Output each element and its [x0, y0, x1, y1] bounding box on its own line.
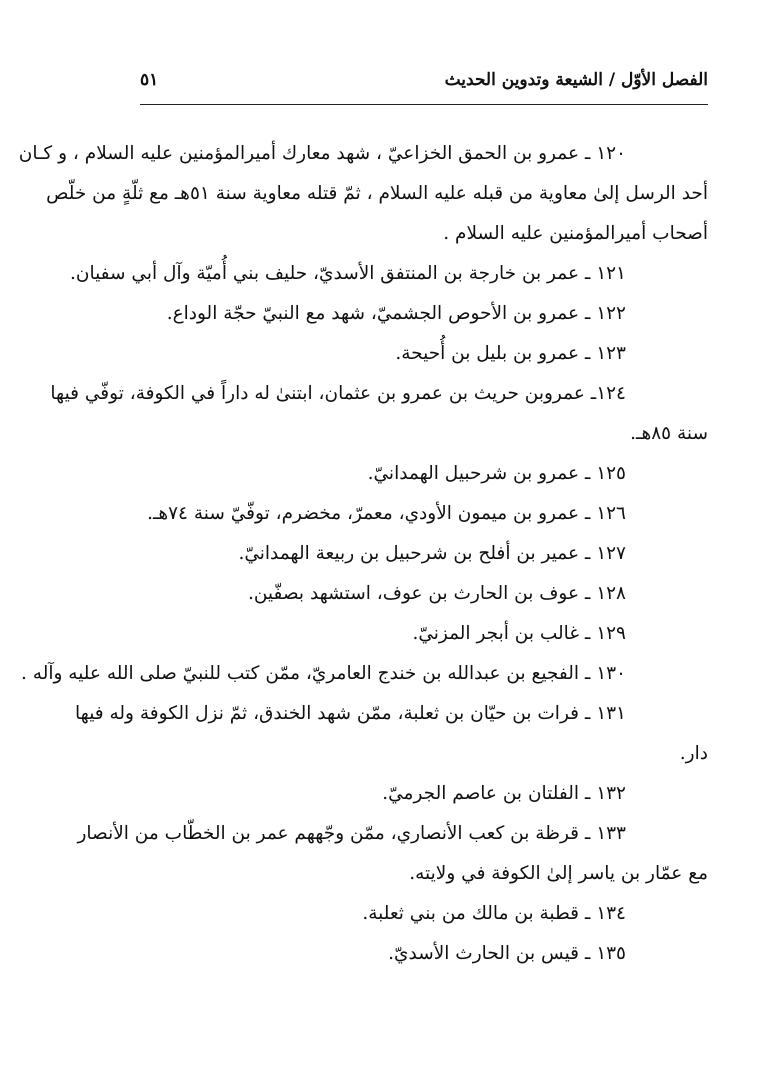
text-line: ١٢٥ ـ عمرو بن شرحبيل الهمدانيّ. — [367, 463, 626, 484]
text-line: أحد الرسل إلىٰ معاوية من قبله عليه السلام ، ثمّ قتله معاوية سنة ٥١هـ مع ثلّةٍ من خلّص — [46, 183, 708, 204]
text-line: ١٣٢ ـ الفلتان بن عاصم الجرميّ. — [382, 783, 626, 804]
chapter-title: الفصل الأوّل / الشيعة وتدوين الحديث — [444, 70, 708, 90]
text-line: ١٢٩ ـ غالب بن أبجر المزنيّ. — [412, 623, 626, 644]
text-line: سنة ٨٥هـ. — [630, 423, 708, 444]
text-line: ١٢٧ ـ عمير بن أفلح بن شرحبيل بن ربيعة الهمدانيّ. — [238, 543, 626, 564]
text-line: ١٢٠ ـ عمرو بن الحمق الخزاعيّ ، شهد معارك أميرالمؤمنين عليه السلام ، و كـان — [18, 143, 626, 164]
running-header — [140, 66, 708, 100]
text-line: ١٢٣ ـ عمرو بن بليل بن أُحيحة. — [395, 343, 626, 364]
text-line: ١٣١ ـ فرات بن حيّان بن ثعلبة، ممّن شهد الخندق، ثمّ نزل الكوفة وله فيها — [75, 703, 626, 724]
text-line: أصحاب أميرالمؤمنين عليه السلام . — [443, 223, 708, 244]
text-line: ١٢٦ ـ عمرو بن ميمون الأودي، معمرّ، مخضرم، توفّيّ سنة ٧٤هـ. — [147, 503, 626, 524]
page-number: ٥١ — [140, 70, 159, 90]
text-line: ١٣٤ ـ قطبة بن مالك من بني ثعلبة. — [362, 903, 626, 924]
text-line: ١٣٠ ـ الفجيع بن عبدالله بن خندج العامريّ، ممّن كتب للنبيّ صلى الله عليه وآله . — [21, 663, 626, 684]
text-line: دار. — [679, 743, 708, 764]
text-line: ١٣٥ ـ قيس بن الحارث الأسديّ. — [388, 943, 626, 964]
text-line: ١٣٣ ـ قرظة بن كعب الأنصاري، ممّن وجّههم عمر بن الخطّاب من الأنصار — [77, 823, 626, 844]
header-divider — [140, 104, 708, 105]
page-body — [18, 134, 708, 974]
text-line: ١٢٢ ـ عمرو بن الأحوص الجشميّ، شهد مع النبيّ حجّة الوداع. — [166, 303, 626, 324]
text-line: ١٢٤ـ عمروبن حريث بن عمرو بن عثمان، ابتنىٰ له داراً في الكوفة، توفّي فيها — [50, 383, 626, 404]
text-line: ١٢١ ـ عمر بن خارجة بن المنتفق الأسديّ، حليف بني أُميّة وآل أبي سفيان. — [70, 263, 626, 284]
text-line: مع عمّار بن ياسر إلىٰ الكوفة في ولايته. — [409, 863, 708, 884]
text-line: ١٢٨ ـ عوف بن الحارث بن عوف، استشهد بصفّين. — [247, 583, 626, 604]
